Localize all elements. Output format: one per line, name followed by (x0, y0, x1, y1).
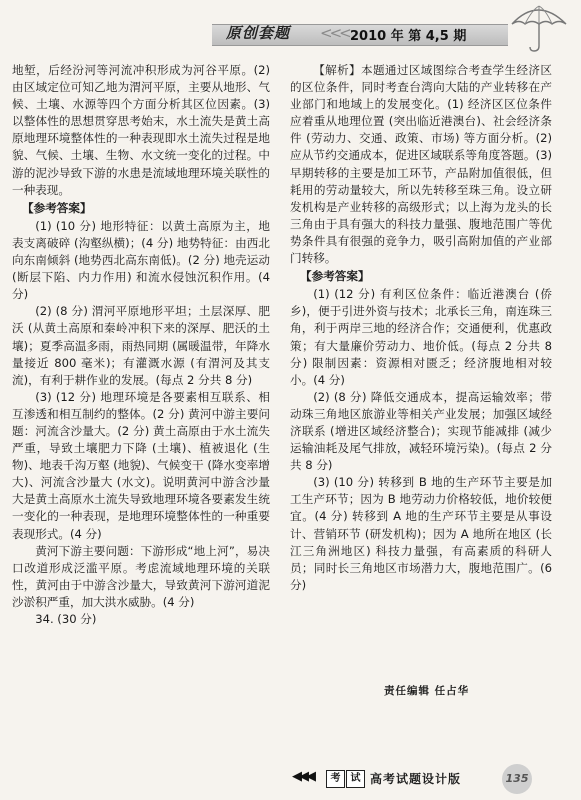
analysis-paragraph: 【解析】本题通过区域图综合考查学生经济区的区位条件，同时考查台湾向大陆的产业转移在产业部门和地域上的发展变化。(1) 经济区区位条件应着重从地理位置 (突出临近港澳台)、社会经济条件 (劳动力、交通、政策、市场) 等方面分析。(2) 应从节约交通成本，促进区域联系等角度答题。(3) 早期转移的主要是加工环节，产品附加值很低，但耗用的劳动量较大，所以先转移至珠三角。设立研发机构是产业转移的高级形式；以上海为龙头的长三角由于具有强大的科技力量强、腹地范围广等优势条件具有很强的竞争力，吸引高附加值的产业部门转移。 (290, 63, 552, 266)
header-issue: 2010 年 第 4,5 期 (350, 29, 467, 44)
answer-heading: 【参考答案】 (22, 200, 92, 215)
page-footer (292, 768, 532, 790)
answer-item: (2) (8 分) 渭河平原地形平坦；土层深厚、肥沃 (从黄土高原和秦岭冲积下来的深厚、肥沃的土壤)；夏季高温多雨，雨热同期 (属暖温带，年降水量接近 800 毫米)；有灌溉水源 (有渭河及其支流)，有利于耕作业的发展。(每点 2 分共 8 分) (12, 304, 270, 387)
header-brand: 原创套题 (226, 24, 291, 42)
right-column (290, 62, 552, 594)
footer-title: 高考试题设计版 (370, 772, 462, 786)
question-number: 34. (30 分) (35, 612, 97, 626)
umbrella-icon (508, 2, 570, 54)
left-column (12, 62, 270, 628)
explanation-paragraph: 地堑，后经汾河等河流冲积形成为河谷平原。(2) 由区域定位可知乙地为渭河平原，主要从地形、气候、土壤、水源等四个方面分析其区位因素。(3) 以整体性的思想贯穿思考始末，水土流失是黄土高原地理环境整体性的一种表现即水土流失过程是地貌、气候、土壤、生物、水文统一变化的过程。中游的泥沙导致下游的水患是流域地理环境关联性的一种表现。 (12, 63, 270, 197)
answer-item: 黄河下游主要问题：下游形成“地上河”，易决口改道形成泛滥平原。考虑流域地理环境的关联性，黄河由于中游含沙量大，导致黄河下游河道泥沙淤积严重，加大洪水威胁。(4 分) (12, 543, 270, 609)
answer-heading: 【参考答案】 (300, 269, 370, 284)
editor-credit: 责任编辑 任占华 (384, 685, 470, 697)
footer-box-shi: 试 (346, 770, 365, 788)
answer-item: (1) (10 分) 地形特征：以黄土高原为主，地表支离破碎 (沟壑纵横)；(4 分) 地势特征：由西北向东南倾斜 (地势西北高东南低)。(2 分) 地壳运动 (断层下陷、内力作用) 和流水侵蚀沉积作用。(4 分) (12, 218, 270, 302)
header-arrows: <<< (320, 24, 349, 42)
footer-box-kao: 考 (326, 770, 345, 788)
answer-item: (1) (12 分) 有利区位条件：临近港澳台 (侨乡)，便于引进外资与技术；北承长三角，南连珠三角，利于两岸三地的经济合作；交通便利，优惠政策；有大量廉价劳动力、地价低。(每点 2 分共 8 分) 限制因素：资源相对匮乏；经济腹地相对较小。(4 分) (290, 287, 552, 387)
answer-item: (2) (8 分) 降低交通成本，提高运输效率；带动珠三角地区旅游业等相关产业发展；加强区域经济联系 (增进区域经济整合)；实现节能减排 (减少运输油耗及尾气排放，减轻环境污染)。(每点 2 分共 8 分) (290, 389, 552, 473)
answer-item: (3) (12 分) 地理环境是各要素相互联系、相互渗透和相互制约的整体。(2 分) 黄河中游主要问题：河流含沙量大。(2 分) 黄土高原由于水土流失严重，导致土壤肥力下降 (土壤)、植被退化 (生物)、地表千沟万壑 (地貌)、气候变干 (降水变率增大)、河流含沙量大 (水文)。说明黄河中游含沙量大是黄土高原水土流失导致地理环境各要素发生统一变化的一种表现，是地理环境整体性的一种重要表现形式。(4 分) (12, 389, 270, 541)
page-number: 135 (502, 764, 532, 794)
page-header (0, 0, 581, 52)
answer-item: (3) (10 分) 转移到 B 地的生产环节主要是加工生产环节；因为 B 地劳动力价格较低，地价较便宜。(4 分) 转移到 A 地的生产环节主要是从事设计、营销环节 (研发机构)；因为 A 地所在地区 (长江三角洲地区) 科技力量强，有高素质的科研人员；同时长三角地区市场潜力大，腹地范围广。(6 分) (290, 475, 552, 592)
footer-arrows-icon: ◀◀◀ (292, 769, 313, 784)
